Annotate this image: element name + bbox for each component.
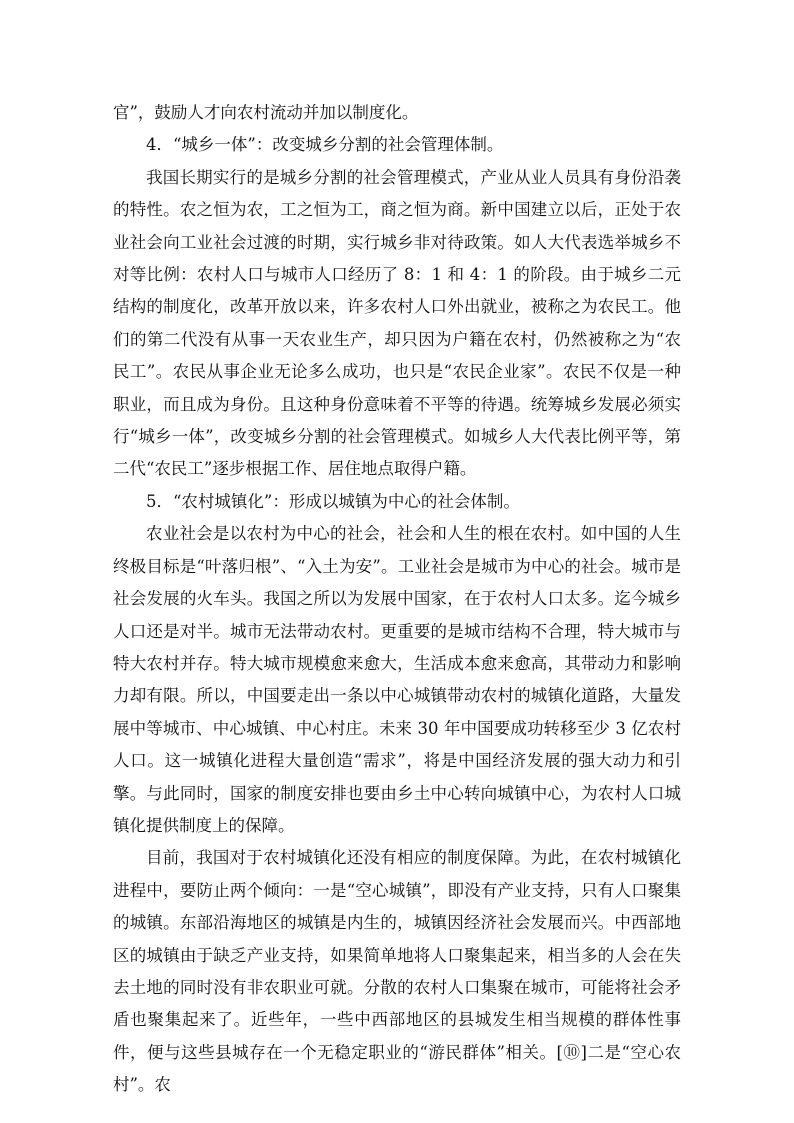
section-heading-5: 5．“农村城镇化”：形成以城镇为中心的社会体制。 — [146, 491, 520, 511]
document-page — [113, 97, 681, 1102]
paragraph-urban-rural: 我国长期实行的是城乡分割的社会管理模式，产业从业人员具有身份沿袭的特性。农之恒为农，工之恒为工，商之恒为商。新中国建立以后，正处于农业社会向工业社会过渡的时期，实行城乡非对待政策。如人大代表选举城乡不对等比例：农村人口与城市人口经历了 8：1 和 4：1 的阶段。由于城乡二元结构的制度化，改革开放以来，许多农村人口外出就业，被称之为农民工。他们的第二代没有从事一天农业生产，却只因为户籍在农村，仍然被称之为“农民工”。农民从事企业无论多么成功，也只是“农民企业家”。农民不仅是一种职业，而且成为身份。且这种身份意味着不平等的待遇。统筹城乡发展必须实行“城乡一体”，改变城乡分割的社会管理模式。如城乡人大代表比例平等，第二代“农民工”逐步根据工作、居住地点取得户籍。 — [113, 167, 681, 479]
section-heading-4: 4．“城乡一体”：改变城乡分割的社会管理体制。 — [146, 135, 504, 155]
paragraph-agricultural-society: 农业社会是以农村为中心的社会，社会和人生的根在农村。如中国的人生终极目标是“叶落归根”、“入土为安”。工业社会是城市为中心的社会。城市是社会发展的火车头。我国之所以为发展中国家，在于农村人口太多。迄今城乡人口还是对半。城市无法带动农村。更重要的是城市结构不合理，特大城市与特大农村并存。特大城市规模愈来愈大，生活成本愈来愈高，其带动力和影响力却有限。所以，中国要走出一条以中心城镇带动农村的城镇化道路，大量发展中等城市、中心城镇、中心村庄。未来 30 年中国要成功转移至少 3 亿农村人口。这一城镇化进程大量创造“需求”，将是中国经济发展的强大动力和引擎。与此同时，国家的制度安排也要由乡土中心转向城镇中心，为农村人口城镇化提供制度上的保障。 — [113, 524, 681, 835]
paragraph-current-situation: 目前，我国对于农村城镇化还没有相应的制度保障。为此，在农村城镇化进程中，要防止两个倾向：一是“空心城镇”，即没有产业支持，只有人口聚集的城镇。东部沿海地区的城镇是内生的，城镇因经济社会发展而兴。中西部地区的城镇由于缺乏产业支持，如果简单地将人口聚集起来，相当多的人会在失去土地的同时没有非农职业可就。分散的农村人口集聚在城市，可能将社会矛盾也聚集起来了。近些年，一些中西部地区的县城发生相当规模的群体性事件，便与这些县城存在一个无稳定职业的“游民群体”相关。[⑩]二是“空心农村”。农 — [113, 848, 681, 1095]
paragraph-continuation: 官”，鼓励人才向农村流动并加以制度化。 — [113, 103, 419, 122]
